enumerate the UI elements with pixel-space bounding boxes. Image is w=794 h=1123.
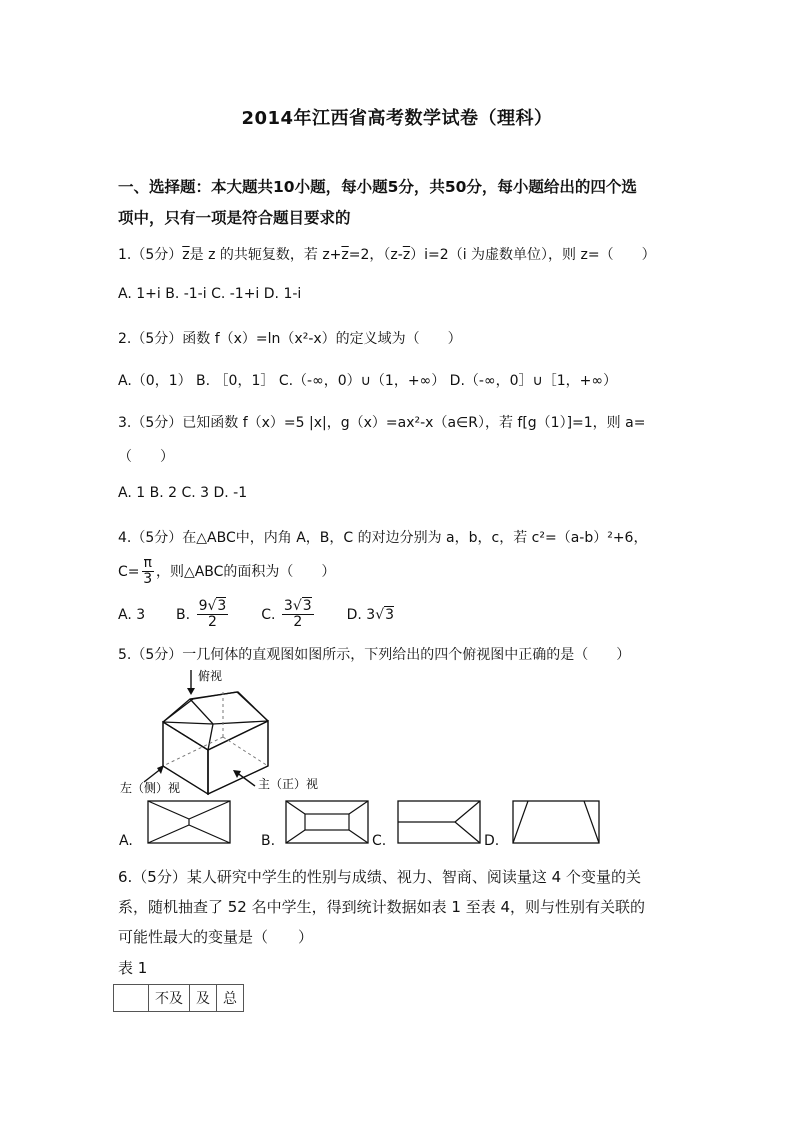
label-side-view: 左（侧）视 xyxy=(120,781,181,795)
q4-option-c-label: C. xyxy=(261,606,276,623)
q4-c-post: ，则△ABC的面积为（ ） xyxy=(155,563,336,580)
q2-options: A.（0，1） B. ［0，1］ C.（-∞，0）∪（1，+∞） D.（-∞，0］∪［1，+∞） xyxy=(118,373,618,389)
q5-option-d-figure xyxy=(512,800,600,844)
q1-options: A. 1+i B. -1-i C. -1+i D. 1-i xyxy=(118,286,302,302)
q5-option-c-figure xyxy=(397,800,481,844)
section-heading-line2: 项中，只有一项是符合题目要求的 xyxy=(118,209,351,227)
question-2: 2.（5分）函数 f（x）=ln（x²-x）的定义域为（ ） xyxy=(118,331,462,347)
frac-num-coef: 9 xyxy=(198,598,208,614)
label-top-view: 俯视 xyxy=(198,669,223,683)
q4-option-b-fraction xyxy=(197,599,229,631)
q4-condition xyxy=(118,556,335,588)
frac-den: 3 xyxy=(143,571,153,588)
question-6-line2: 系，随机抽查了 52 名中学生，得到统计数据如表 1 至表 4，则与性别有关联的 xyxy=(118,898,646,916)
q5-option-c-label: C. xyxy=(372,833,387,849)
q5-option-d-label: D. xyxy=(484,833,500,849)
q4-option-b-label: B. xyxy=(176,606,191,623)
radicand: 3 xyxy=(217,598,227,614)
question-3: 3.（5分）已知函数 f（x）=5 |x|，g（x）=ax²-x（a∈R），若 f[g（1）]=1，则 a= xyxy=(118,415,646,431)
q1-conj-z3: $\overline{z}$ xyxy=(402,247,411,263)
q1-text3: ）i=2（i 为虚数单位），则 z=（ ） xyxy=(410,247,656,263)
q4-c-pre: C= xyxy=(118,563,140,580)
q4-option-a: A. 3 xyxy=(118,606,146,623)
table-1 xyxy=(113,984,244,1012)
frac-num: π xyxy=(143,555,152,571)
radicand: 3 xyxy=(302,598,312,614)
sqrt-icon: √3 xyxy=(292,598,312,614)
frac-den: 2 xyxy=(293,614,303,631)
sqrt-icon: √3 xyxy=(207,598,227,614)
arrow-head xyxy=(187,688,195,695)
page-title: 2014年江西省高考数学试卷（理科） xyxy=(241,108,553,129)
q5-option-a-figure xyxy=(147,800,231,844)
polyhedron-edges xyxy=(163,692,268,794)
question-5: 5.（5分）一几何体的直观图如图所示，下列给出的四个俯视图中正确的是（ ） xyxy=(118,647,631,663)
q1-number: 1.（5分） xyxy=(118,247,183,263)
question-1 xyxy=(118,244,656,264)
q4-option-c-fraction xyxy=(282,599,314,631)
q5-option-b-figure xyxy=(285,800,369,844)
table-cell: 总 xyxy=(217,985,244,1012)
q5-option-a-label: A. xyxy=(119,833,133,849)
q4-option-d: D. 3 xyxy=(346,606,376,623)
frac-num xyxy=(282,599,314,615)
frac-num-coef: 3 xyxy=(283,598,293,614)
q1-text1: 是 z 的共轭复数，若 z+ xyxy=(189,247,342,263)
q3-paren: （ ） xyxy=(118,449,174,465)
sqrt-icon: √3 xyxy=(375,606,395,623)
solid-diagram xyxy=(110,664,410,798)
frac-den: 2 xyxy=(207,614,217,631)
frac-num xyxy=(197,599,229,615)
table-row xyxy=(114,985,244,1012)
question-4: 4.（5分）在△ABC中，内角 A，B，C 的对边分别为 a，b，c，若 c²=（a-b）²+6， xyxy=(118,530,648,546)
table-1-caption: 表 1 xyxy=(118,959,148,977)
q1-text2: =2，（z- xyxy=(348,247,403,263)
table-cell xyxy=(114,985,149,1012)
question-6-line3: 可能性最大的变量是（ ） xyxy=(118,928,314,946)
arrow-head xyxy=(157,765,164,774)
q4-options xyxy=(118,599,394,631)
table-cell: 及 xyxy=(190,985,217,1012)
q3-options: A. 1 B. 2 C. 3 D. -1 xyxy=(118,485,248,501)
q5-option-b-label: B. xyxy=(261,833,276,849)
pi-over-3-fraction xyxy=(142,556,154,588)
radicand: 3 xyxy=(385,606,395,623)
question-6-line1: 6.（5分）某人研究中学生的性别与成绩、视力、智商、阅读量这 4 个变量的关 xyxy=(118,868,641,886)
q1-conj-z2: $\overline{z}$ xyxy=(341,247,349,263)
table-cell: 不及 xyxy=(149,985,190,1012)
q1-conj-z: $\overline{z}$ xyxy=(182,247,190,263)
section-heading-line1: 一、选择题：本大题共10小题，每小题5分，共50分，每小题给出的四个选 xyxy=(118,178,637,196)
label-front-view: 主（正）视 xyxy=(258,777,319,791)
